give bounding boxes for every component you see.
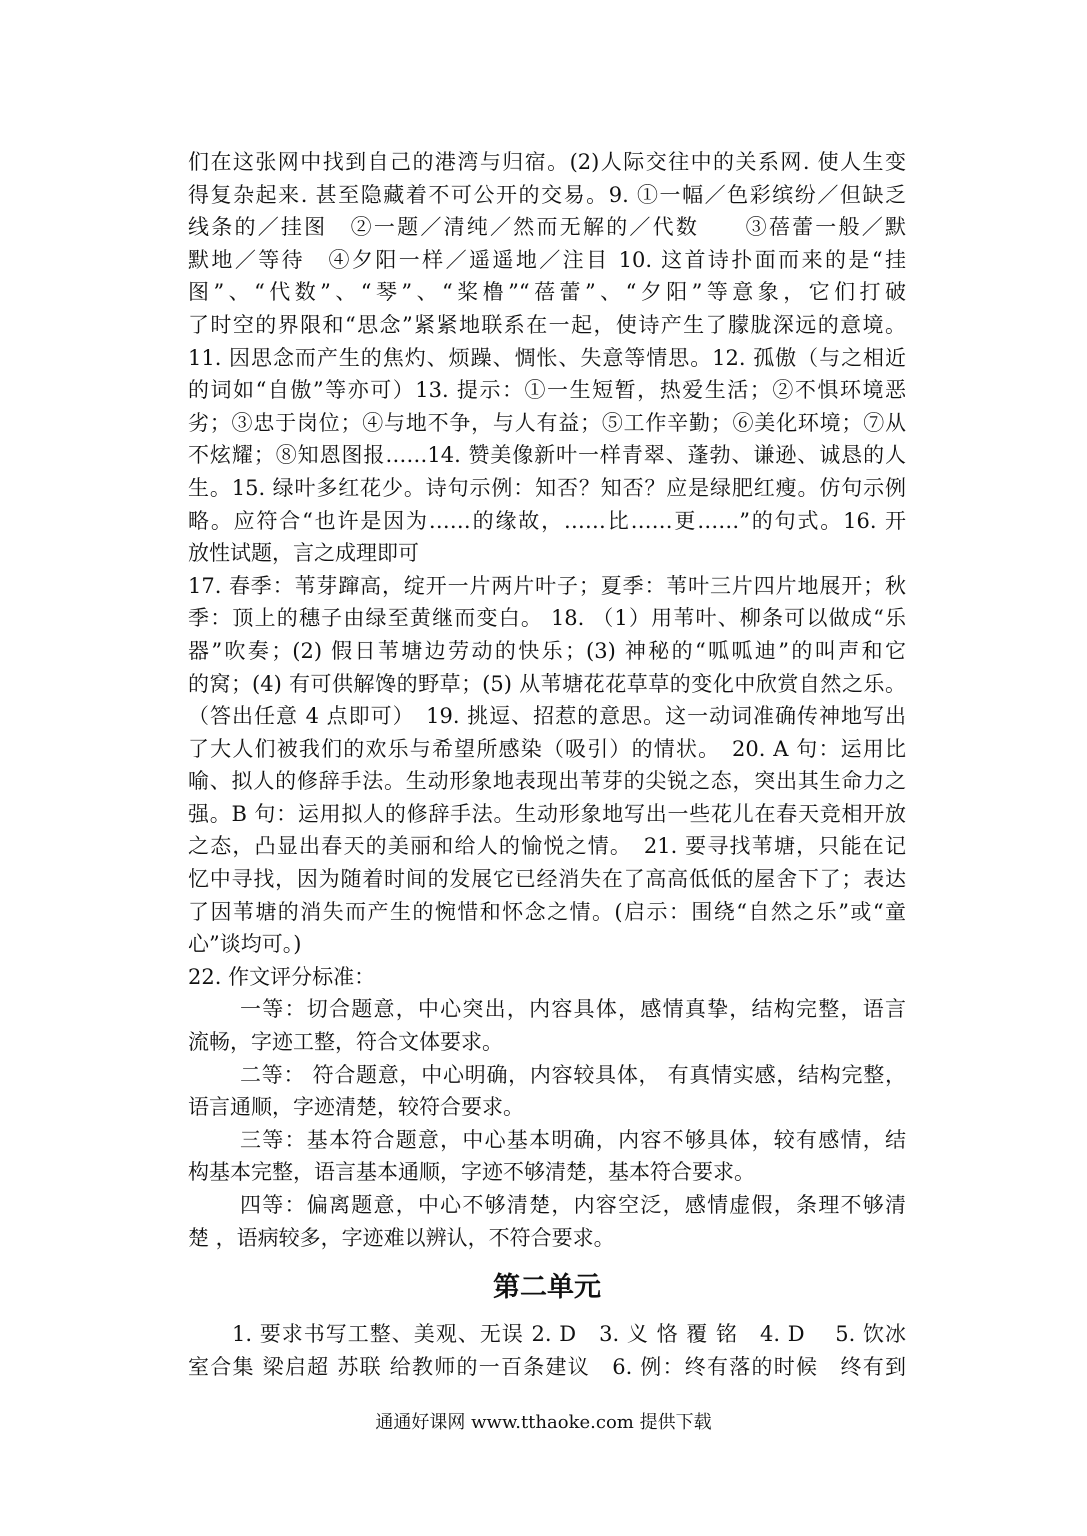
grade-1-line: 一等：切合题意，中心突出，内容具体，感情真挚，结构完整，语言 <box>240 997 906 1022</box>
footer-source-note: 通通好课网 www.tthaoke.com 提供下载 <box>375 1412 712 1433</box>
text-line: 的窝；(4) 有可供解馋的野草；(5) 从苇塘花花草草的变化中欣赏自然之乐。 <box>188 671 906 696</box>
text-line: 了因苇塘的消失而产生的惋惜和怀念之情。(启示：围绕“自然之乐”或“童 <box>188 899 906 924</box>
grade-2-line: 二等： 符合题意，中心明确，内容较具体， 有真情实感，结构完整， <box>240 1062 906 1087</box>
text-line: 得复杂起来. 甚至隐藏着不可公开的交易。9. ①一幅／色彩缤纷／但缺乏 <box>188 182 906 207</box>
grade-2-line: 语言通顺，字迹清楚，较符合要求。 <box>188 1095 524 1120</box>
text-line: 不炫耀；⑧知恩图报……14. 赞美像新叶一样青翠、蓬勃、谦逊、诚恳的人 <box>188 443 906 468</box>
text-line: 强。B 句：运用拟人的修辞手法。生动形象地写出一些花儿在春天竞相开放 <box>188 801 906 826</box>
text-line: 劣；③忠于岗位；④与地不争，与人有益；⑤工作辛勤；⑥美化环境；⑦从 <box>188 410 906 435</box>
grade-1-line: 流畅，字迹工整，符合文体要求。 <box>188 1030 503 1055</box>
text-line: 们在这张网中找到自己的港湾与归宿。(2)人际交往中的关系网. 使人生变 <box>188 150 906 174</box>
answer-block-2 <box>188 570 906 961</box>
text-line: 器”吹奏；(2) 假日苇塘边劳动的快乐；(3) 神秘的“呱呱迪”的叫声和它 <box>188 638 906 663</box>
answer-block-1 <box>188 146 906 570</box>
section-heading: 第二单元 <box>493 1272 601 1304</box>
text-line: 喻、拟人的修辞手法。生动形象地表现出苇芽的尖锐之态，突出其生命力之 <box>188 769 906 794</box>
text-line: 17. 春季：苇芽蹿高，绽开一片两片叶子；夏季：苇叶三片四片地展开；秋 <box>188 573 906 598</box>
text-line: 图”、“代数”、“琴”、“桨橹”“蓓蕾”、“夕阳”等意象，它们打破 <box>188 280 906 305</box>
grade-3-line: 三等：基本符合题意，中心基本明确，内容不够具体，较有感情，结 <box>240 1127 906 1152</box>
text-line: 的词如“自傲”等亦可）13. 提示：①一生短暂，热爱生活；②不惧环境恶 <box>188 378 906 403</box>
text-line: 季：顶上的穗子由绿至黄继而变白。 18. （1）用苇叶、柳条可以做成“乐 <box>188 606 906 631</box>
grade-4-line: 楚 ，语病较多，字迹难以辨认，不符合要求。 <box>188 1225 615 1250</box>
text-line: 放性试题，言之成理即可 <box>188 541 419 566</box>
answer-block-4 <box>188 1318 906 1383</box>
text-line: 线条的／挂图 ②一题／清纯／然而无解的／代数 ③蓓蕾一般／默 <box>188 215 906 240</box>
essay-criteria <box>188 961 906 1254</box>
text-line: 1. 要求书写工整、美观、无误 2. D 3. 义 恪 覆 铭 4. D 5. 饮冰 <box>232 1322 906 1347</box>
text-line: 之态，凸显出春天的美丽和给人的愉悦之情。 21. 要寻找苇塘，只能在记 <box>188 834 906 859</box>
text-line: 默地／等待 ④夕阳一样／遥遥地／注目 10. 这首诗扑面而来的是“挂 <box>188 247 906 272</box>
text-line: 生。15. 绿叶多红花少。诗句示例：知否？知否？应是绿肥红瘦。仿句示例 <box>188 475 906 500</box>
text-line: 了大人们被我们的欢乐与希望所感染（吸引）的情状。 20. A 句：运用比 <box>188 736 906 761</box>
text-line: 忆中寻找，因为随着时间的发展它已经消失在了高高低低的屋舍下了；表达 <box>188 867 906 892</box>
text-line: 了时空的界限和“思念”紧紧地联系在一起，使诗产生了朦胧深远的意境。 <box>188 312 906 337</box>
text-line: （答出任意 4 点即可） 19. 挑逗、招惹的意思。这一动词准确传神地写出 <box>188 704 906 729</box>
grade-3-line: 构基本完整，语言基本通顺，字迹不够清楚，基本符合要求。 <box>188 1160 755 1185</box>
text-line: 略。应符合“也许是因为……的缘故，……比……更……”的句式。16. 开 <box>188 508 906 533</box>
criteria-title: 22. 作文评分标准： <box>188 964 376 989</box>
grade-4-line: 四等：偏离题意，中心不够清楚，内容空泛，感情虚假，条理不够清 <box>240 1193 906 1217</box>
text-line: 心”谈均可。) <box>188 932 302 957</box>
answer-page <box>188 146 906 1383</box>
text-line: 室合集 梁启超 苏联 给教师的一百条建议 6. 例：终有落的时候 终有到 <box>188 1354 906 1379</box>
text-line: 11. 因思念而产生的焦灼、烦躁、惆怅、失意等情思。12. 孤傲（与之相近 <box>188 345 906 370</box>
